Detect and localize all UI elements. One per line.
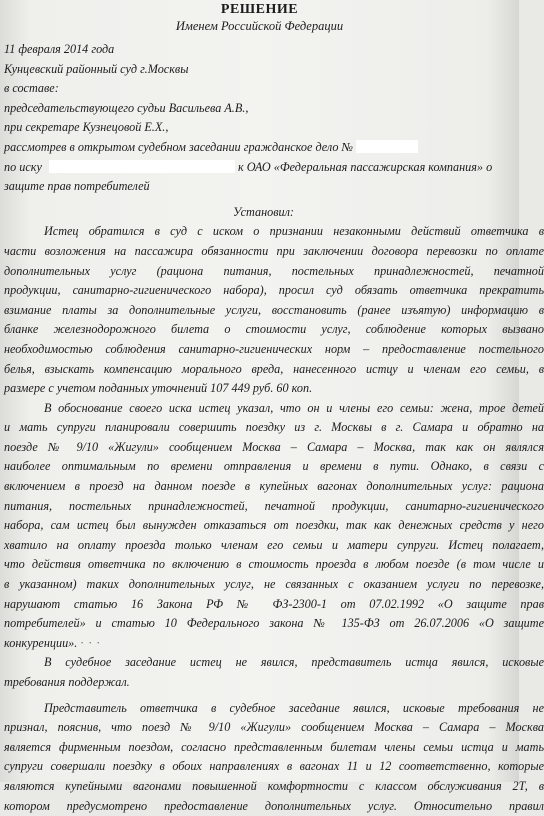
text-line: требования поддержал. bbox=[4, 675, 130, 689]
text-line: взимание платы за дополнительные услуги, восстановить (ранее изъятую) информацию в bbox=[4, 302, 544, 317]
text-line: части возложения на пассажира обязанности при заключении договора перевозки по оплате bbox=[4, 243, 544, 258]
text-line: белья, взыскать компенсацию морального вреда, нанесенного истцу и членам его семьи, в bbox=[4, 361, 544, 376]
paragraph-defendant bbox=[4, 699, 544, 816]
text-line: нарушают статью 16 Закона РФ № ФЗ-2300-1 от 07.02.1992 «О защите прав bbox=[4, 596, 544, 611]
document-subtitle: Именем Российской Федерации bbox=[175, 19, 344, 33]
text-line: что действия ответчика по включению в стоимость проезда в любом поезде (в том числе и bbox=[4, 557, 544, 572]
text-line: размере с учетом поданных уточнений 107 449 руб. 60 коп. bbox=[4, 381, 313, 396]
paragraph-end: конкуренции». bbox=[4, 635, 78, 650]
text-line: включением в проезд на данном поезде в купейных вагонах дополнительных услуг: рациона bbox=[4, 479, 544, 494]
established-heading: Установил: bbox=[233, 204, 294, 219]
text-line: продукции, санитарно-гигиенического набора), просил суд обязать ответчика прекратить bbox=[4, 283, 544, 298]
paragraph-hearing bbox=[4, 653, 544, 692]
case-line bbox=[4, 138, 544, 158]
document-title: РЕШЕНИЕ bbox=[220, 2, 299, 17]
text-line: супруги совершали поездку в обоих направлениях в вагонах 11 и 12 соответственно, которые bbox=[4, 759, 544, 774]
court-name: Кунцевский районный суд г.Москвы bbox=[4, 61, 189, 76]
text-line: потребителей» и статью 10 Федерального закона № 135-ФЗ от 26.07.2006 «О защите bbox=[4, 616, 544, 631]
redacted-case-number bbox=[356, 140, 418, 153]
text-line: в указанном) таких дополнительных услуг, не связанных с оказанием услуги по перевозке, bbox=[4, 577, 544, 592]
faded-scan-marks: · · · bbox=[80, 635, 101, 650]
text-line: является фирменным поездом, согласно представленным билетам члены семьи истца и мать bbox=[4, 739, 544, 754]
paragraph-claim bbox=[4, 222, 544, 398]
claim-line bbox=[4, 158, 544, 178]
text-line bbox=[4, 634, 544, 654]
claim-prefix: по иску bbox=[4, 159, 42, 174]
paragraph-grounds bbox=[4, 399, 544, 654]
text-line: являются купейными вагонами повышенной комфортности с классом обслуживания 2Т, в bbox=[4, 778, 544, 793]
text-line: хватило на оплату проезда только членам его семьи и матери супруги. Истец полагает, bbox=[4, 537, 544, 552]
composition-label: в составе: bbox=[4, 81, 59, 96]
court-secretary: при секретаре Кузнецовой Е.Х., bbox=[4, 120, 169, 135]
text-line: дополнительных услуг (рациона питания, постельных принадлежностей, печатной bbox=[4, 263, 544, 278]
document-body bbox=[4, 40, 544, 816]
case-prefix: рассмотрев в открытом судебном заседании гражданское дело № bbox=[4, 139, 353, 154]
text-line: бланке железнодорожного билета о стоимости услуг, соблюдение которых вызвано bbox=[4, 322, 544, 337]
text-line: признал, пояснив, что поезд № 9/10 «Жигули» сообщением Москва – Самара – Москва bbox=[4, 720, 544, 735]
text-line: поезде № 9/10 «Жигули» сообщением Москва – Самара – Москва, так как он являлся bbox=[4, 439, 544, 454]
decision-date: 11 февраля 2014 года bbox=[4, 42, 115, 56]
text-line: котором предусмотрено предоставление дополнительных услуг. Относительно правил bbox=[4, 798, 544, 813]
claim-subject: защите прав потребителей bbox=[4, 179, 150, 194]
text-line: набора, сам истец был вынужден отказаться от поездки, так как денежных средств у него bbox=[4, 518, 544, 533]
text-line: и мать супруги планировали совершить поездку из г. Москвы в г. Самара и обратно на bbox=[4, 420, 544, 435]
text-line: Истец обратился в суд с иском о признании незаконными действий ответчика в bbox=[44, 224, 544, 239]
text-line: В обоснование своего иска истец указал, что он и члены его семьи: жена, трое детей bbox=[44, 400, 544, 415]
text-line: необходимостью соблюдения санитарно-гигиенических норм – предоставление постельного bbox=[4, 341, 544, 356]
text-line: наиболее оптимальным по времени отправления и времени в пути. Однако, в связи с bbox=[4, 459, 544, 474]
claim-defendant: к ОАО «Федеральная пассажирская компания» о bbox=[237, 159, 493, 174]
text-line: питания, постельных принадлежностей, печатной продукции, санитарно-гигиенического bbox=[4, 498, 544, 513]
presiding-judge: председательствующего судьи Васильева А.В., bbox=[4, 100, 249, 115]
text-line: В судебное заседание истец не явился, представитель истца явился, исковые bbox=[44, 655, 544, 670]
redacted-plaintiff-name bbox=[49, 160, 235, 173]
text-line: Представитель ответчика в судебное заседание явился, исковые требования не bbox=[44, 700, 544, 715]
